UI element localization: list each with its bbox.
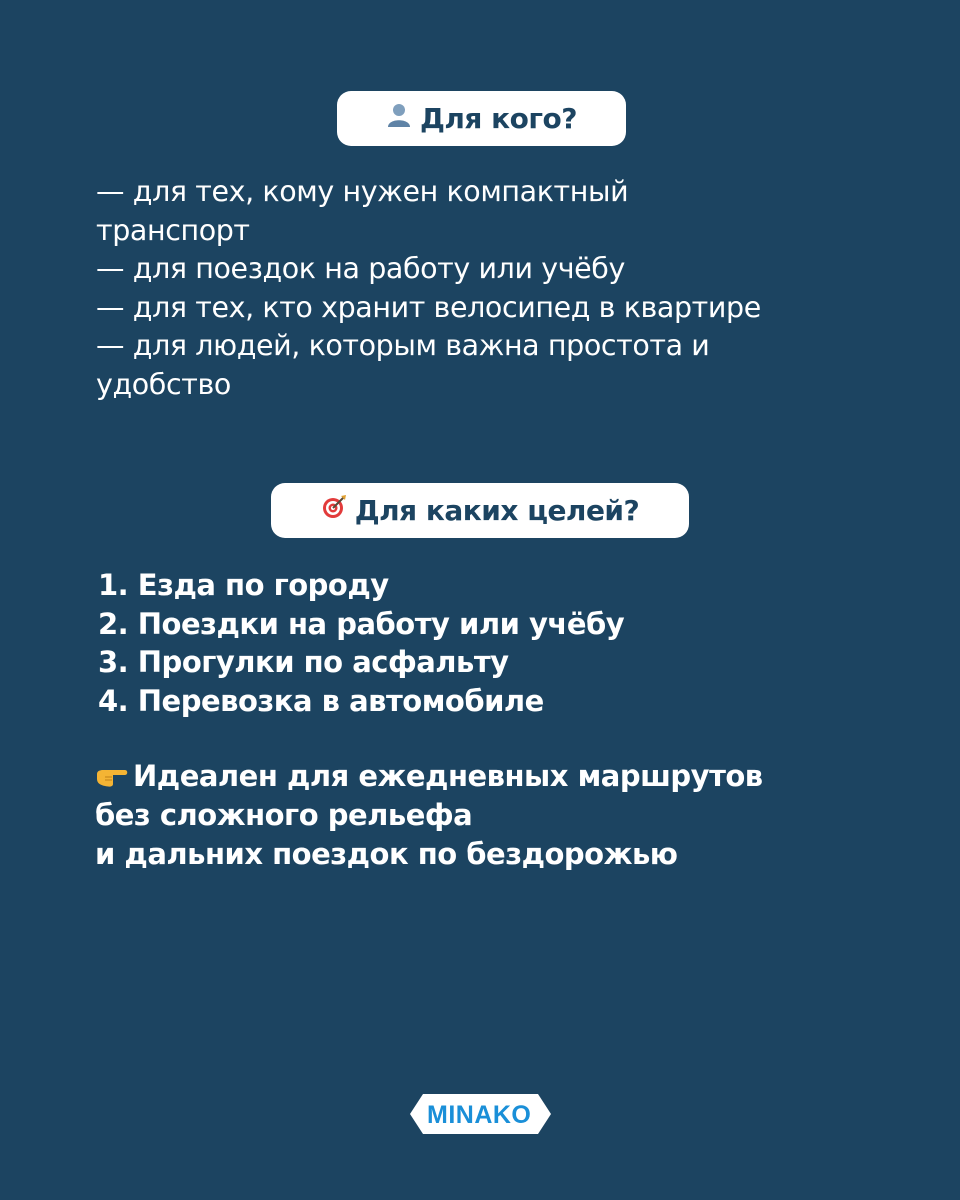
who-line: — для людей, которым важна простота и: [96, 329, 710, 362]
who-heading-pill: [337, 91, 626, 146]
ideal-line: и дальних поездок по бездорожью: [95, 837, 678, 871]
who-line: — для поездок на работу или учёбу: [96, 252, 625, 285]
who-line: — для тех, кому нужен компактный: [96, 175, 629, 208]
goals-heading-pill: [271, 483, 689, 538]
list-item: 2. Поездки на работу или учёбу: [98, 606, 625, 641]
who-heading-text: Для кого?: [419, 102, 578, 135]
logo-text: MINAKO: [427, 1101, 532, 1129]
goals-heading-text: Для каких целей?: [354, 494, 640, 527]
direct-hit-target-icon: [321, 494, 347, 527]
ideal-line-first: [95, 757, 915, 796]
who-list: [96, 173, 896, 404]
list-item: 1. Езда по городу: [98, 568, 389, 602]
goals-list: [98, 566, 898, 720]
ideal-line: Идеален для ежедневных маршрутов: [133, 759, 763, 793]
bust-in-silhouette-icon: [386, 102, 412, 135]
ideal-note: [95, 757, 915, 874]
who-line: удобство: [96, 367, 231, 401]
who-line: — для тех, кто хранит велосипед в квартире: [96, 290, 761, 324]
who-line: транспорт: [96, 213, 250, 247]
list-item: 4. Перевозка в автомобиле: [98, 683, 544, 718]
list-item: 3. Прогулки по асфальту: [98, 645, 509, 679]
ideal-line: без сложного рельефа: [95, 798, 473, 832]
minako-logo: [409, 1093, 552, 1135]
pointing-hand-icon: [95, 759, 133, 793]
